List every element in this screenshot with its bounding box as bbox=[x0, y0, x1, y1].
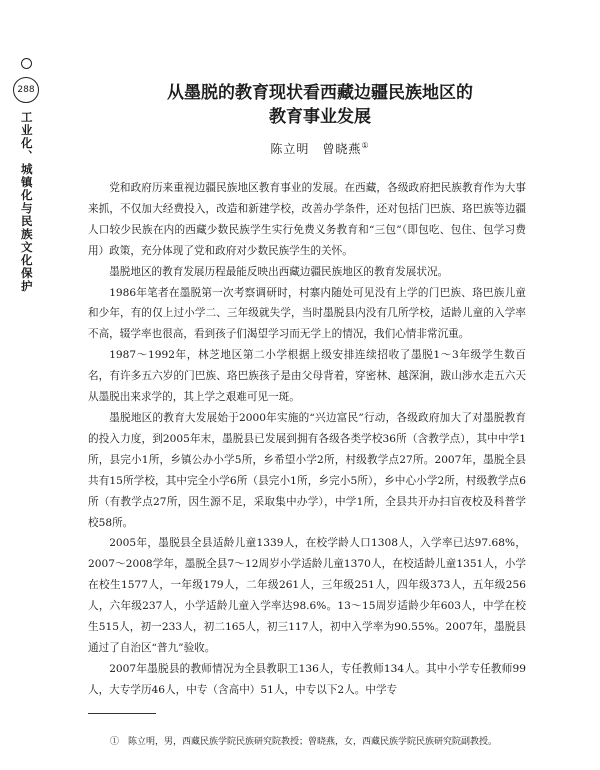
side-margin bbox=[12, 58, 40, 293]
footnote: ① 陈立明，男，西藏民族学院民族研究院教授；曾晓燕，女，西藏民族学院民族研究院副教授。 bbox=[110, 737, 498, 747]
paragraph: 墨脱地区的教育发展历程最能反映出西藏边疆民族地区的教育发展状况。 bbox=[109, 265, 449, 278]
author-names: 陈立明 曾晓燕 bbox=[270, 142, 362, 156]
paragraph: 墨脱地区的教育大发展始于2000年实施的“兴边富民”行动，各级政府加大了对墨脱教育的投入力度，到2005年末，墨脱县已发展到拥有各级各类学校36所（含教学点），其中中学1所，县完小1所，乡镇公办小学5所，乡希望小学2所，村级教学点27所。2007年，墨脱全县共有15所学校，其中完全小学6所（县完小1所，乡完小5所），乡中心小学2所，村级教学点6所（有教学点27所，因生源不足，采取集中办学），中学1所，全县共开办扫盲夜校及科普学校58所。 bbox=[88, 411, 526, 529]
article-title-line2: 教育事业发展 bbox=[269, 107, 371, 127]
circle-mark-icon bbox=[21, 58, 32, 69]
paragraph: 1987～1992年，林芝地区第二小学根据上级安排连续招收了墨脱1～3年级学生数百名，有许多五六岁的门巴族、珞巴族孩子是由父母背着，穿密林、越深涧，跋山涉水走五六天从墨脱出来求学的，其上学之艰难可见一斑。 bbox=[88, 349, 526, 404]
paragraph: 2007年墨脱县的教师情况为全县教职工136人，专任教师134人。其中小学专任教师99人，大专学历46人，中专（含高中）51人，中专以下2人。中学专 bbox=[88, 662, 526, 696]
page-number: 288 bbox=[13, 77, 39, 103]
footnote-divider bbox=[88, 713, 156, 714]
author-footnote-mark: ① bbox=[361, 141, 370, 150]
series-title: 工业化、城镇化与民族文化保护 bbox=[19, 111, 34, 293]
paragraph: 1986年笔者在墨脱第一次考察调研时，村寨内随处可见没有上学的门巴族、珞巴族儿童和少年，有的仅上过小学二、三年级就失学，当时墨脱县内没有几所学校，适龄儿童的入学率不高，辍学率也很高，看到孩子们渴望学习而无学上的情况，我们心情非常沉重。 bbox=[88, 286, 526, 341]
paragraph: 党和政府历来重视边疆民族地区教育事业的发展。在西藏，各级政府把民族教育作为大事来抓，不仅加大经费投入，改造和新建学校，改善办学条件，还对包括门巴族、珞巴族等边疆人口较少民族在内的西藏少数民族学生实行免费义务教育和“三包”（即包吃、包住、包学习费用）政策，充分体现了党和政府对少数民族学生的关怀。 bbox=[88, 182, 526, 257]
authors bbox=[60, 140, 580, 157]
article-title-line1: 从墨脱的教育现状看西藏边疆民族地区的 bbox=[167, 83, 473, 103]
paragraph: 2005年，墨脱县全县适龄儿童1339人，在校学龄人口1308人，入学率已达97.68%，2007～2008学年，墨脱全县7～12周岁小学适龄儿童1370人，在校适龄儿童1351人，小学在校生1577人，一年级179人，二年级261人，三年级251人，四年级373人，五年级256人，六年级237人，小学适龄儿童入学率达98.6%。13～15周岁适龄少年603人，中学在校生515人，初一233人，初二165人，初三117人，初中入学率为90.55%。2007年，墨脱县通过了自治区“普九”验收。 bbox=[88, 537, 526, 654]
article-body bbox=[88, 178, 526, 701]
